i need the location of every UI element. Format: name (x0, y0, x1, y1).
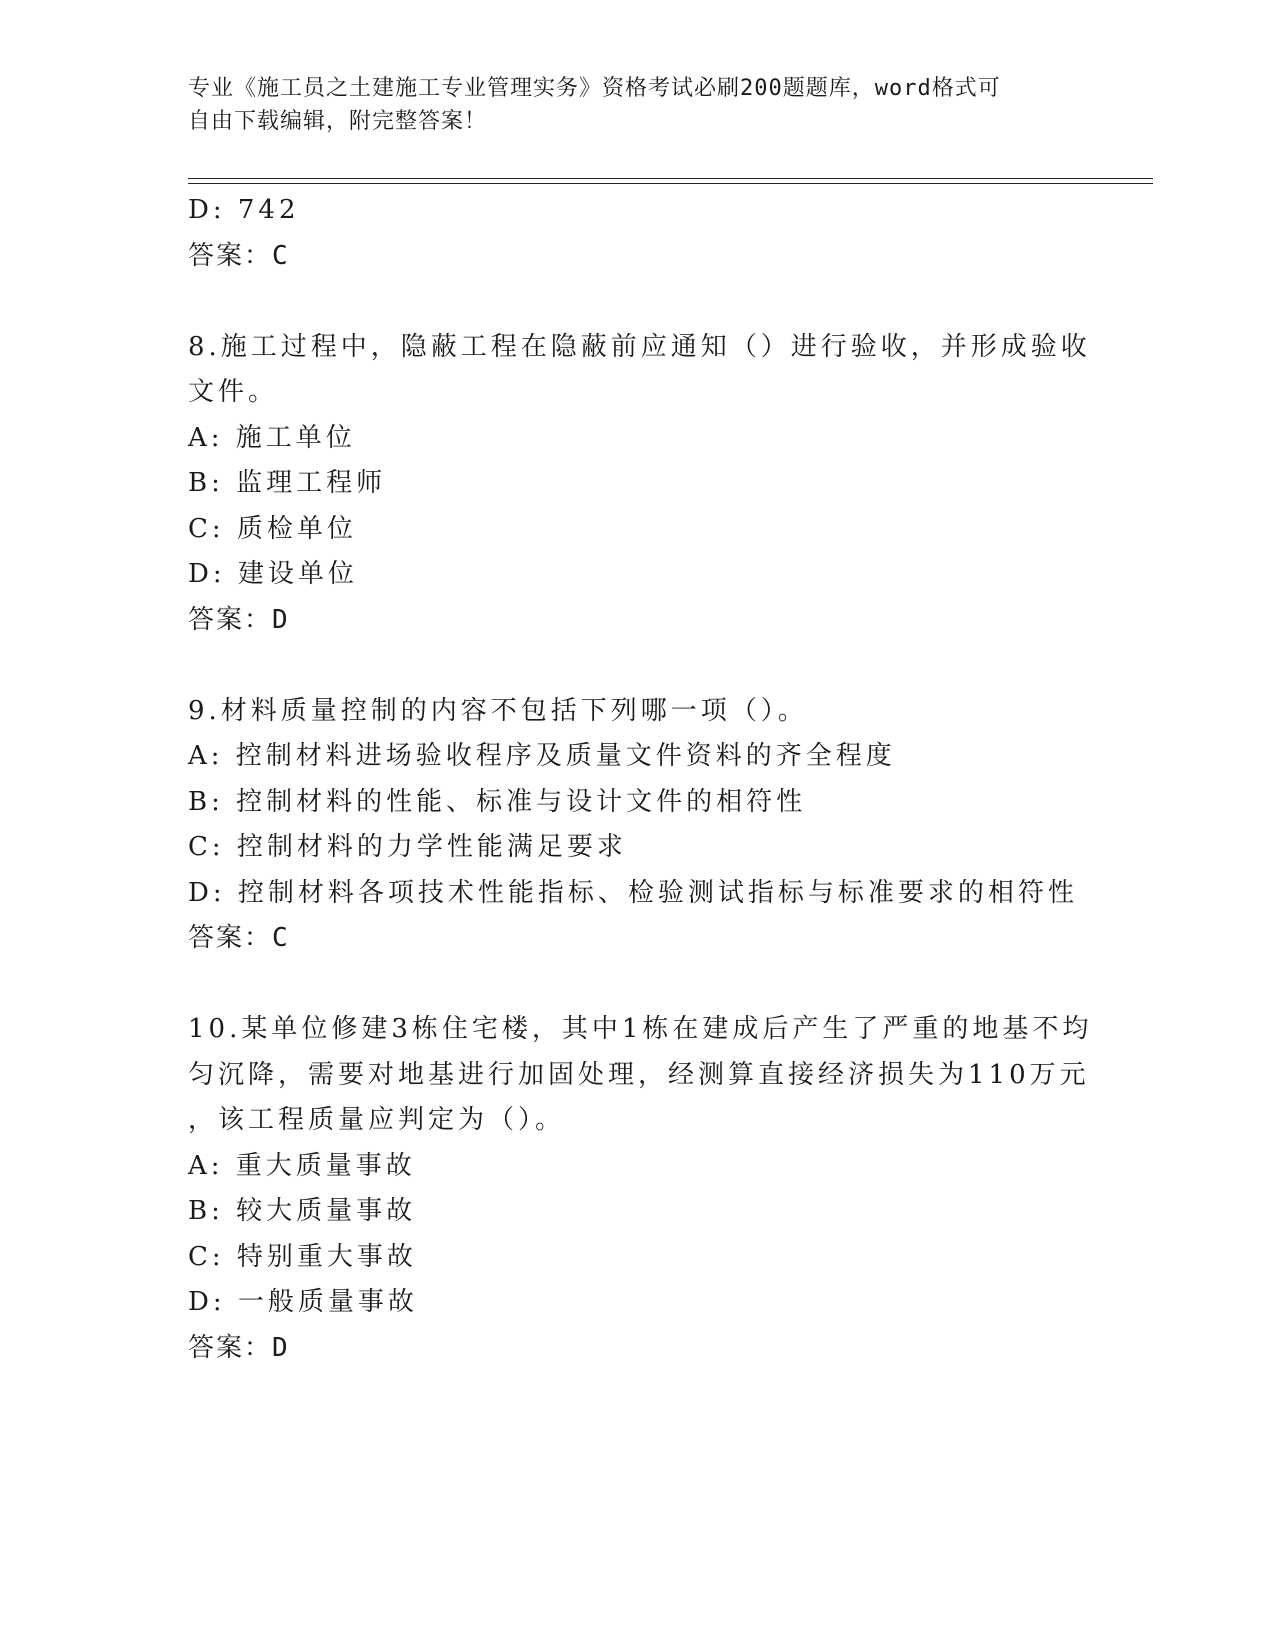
header-title-line-1: 专业《施工员之土建施工专业管理实务》资格考试必刷200题题库，word格式可 (188, 76, 1001, 101)
spacer (188, 962, 1088, 1008)
answer: 答案：C (188, 923, 290, 953)
document-body (188, 188, 1093, 1371)
spacer (188, 643, 1088, 689)
option-a: A: 控制材料进场验收程序及质量文件资料的齐全程度 (188, 741, 896, 771)
answer: 答案：D (188, 604, 290, 635)
option-d: D: 一般质量事故 (188, 1287, 418, 1317)
prev-question-answer: 答案：C (188, 240, 290, 271)
question-9 (188, 689, 1088, 962)
document-header (188, 72, 1068, 138)
option-c: C: 特别重大事故 (188, 1241, 417, 1272)
option-a: A: 施工单位 (188, 422, 356, 453)
header-divider-top (188, 178, 1153, 179)
option-b: B: 较大质量事故 (188, 1196, 417, 1226)
option-b: B: 监理工程师 (188, 468, 387, 498)
question-text-line: 8.施工过程中，隐蔽工程在隐蔽前应通知（）进行验收，并形成验收 (188, 331, 1091, 362)
option-c: C: 控制材料的力学性能满足要求 (188, 832, 627, 862)
spacer (188, 279, 1088, 325)
question-text-line: ，该工程质量应判定为（）。 (188, 1105, 566, 1135)
header-title-line-2: 自由下载编辑，附完整答案！ (188, 109, 488, 134)
prev-question-option-d: D: 742 (188, 195, 300, 225)
question-8 (188, 325, 1091, 644)
option-a: A: 重大质量事故 (188, 1150, 416, 1181)
answer: 答案：D (188, 1332, 290, 1363)
question-text-line: 10.某单位修建3栋住宅楼，其中1栋在建成后产生了严重的地基不均 (188, 1014, 1093, 1044)
option-c: C: 质检单位 (188, 513, 357, 544)
option-b: B: 控制材料的性能、标准与设计文件的相符性 (188, 786, 807, 817)
question-text-line: 文件。 (188, 377, 279, 407)
header-divider-bottom (188, 183, 1153, 184)
question-text-line: 9.材料质量控制的内容不包括下列哪一项（）。 (188, 695, 808, 726)
question-10 (188, 1007, 1093, 1371)
question-text-line: 匀沉降，需要对地基进行加固处理，经测算直接经济损失为110万元 (188, 1059, 1090, 1090)
option-d: D: 控制材料各项技术性能指标、检验测试指标与标准要求的相符性 (188, 877, 1078, 908)
option-d: D: 建设单位 (188, 559, 358, 589)
